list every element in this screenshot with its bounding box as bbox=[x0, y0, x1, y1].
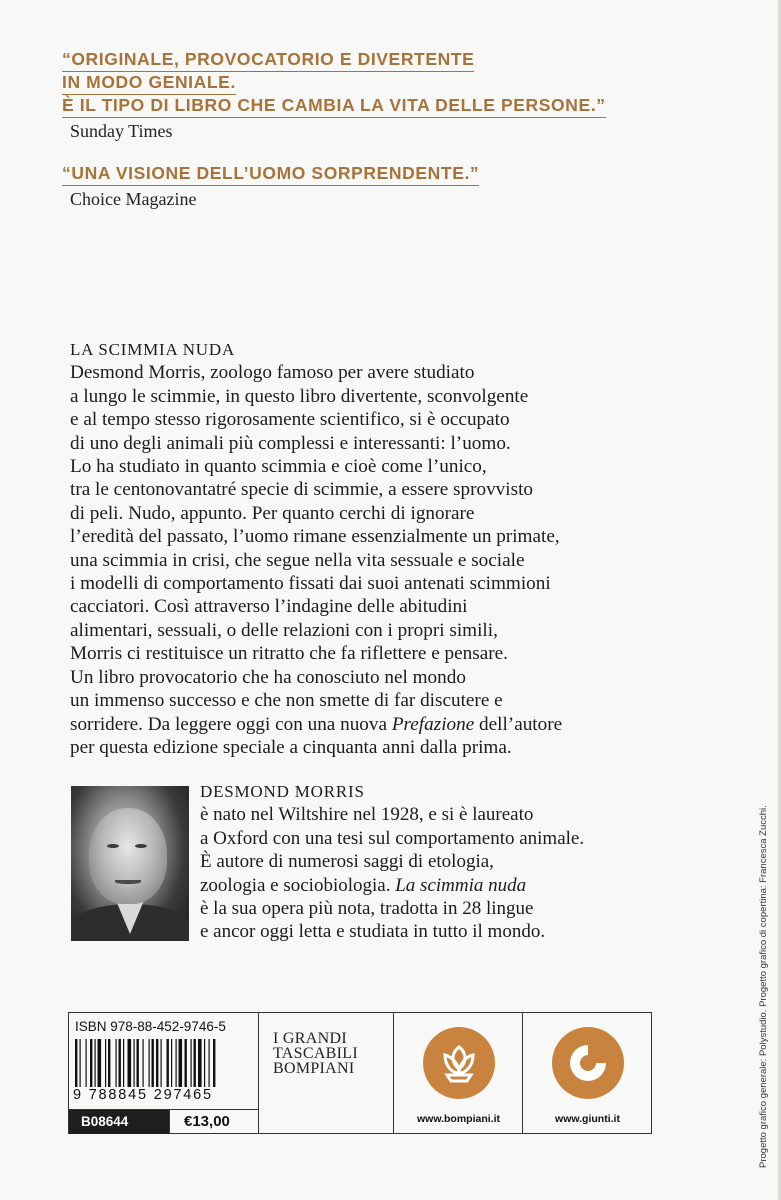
quote-line: IN MODO GENIALE. bbox=[62, 71, 236, 95]
description-line: un immenso successo e che non smette di far discutere e bbox=[70, 690, 503, 712]
description-text: sorridere. Da leggere oggi con una nuova bbox=[70, 713, 392, 735]
bio-line: È autore di numerosi saggi di etologia, bbox=[200, 851, 494, 873]
ean-number: 9 788845 297465 bbox=[73, 1087, 213, 1103]
description-line: l’eredità del passato, l’uomo rimane essenzialmente un primate, bbox=[70, 526, 560, 548]
description-line: i modelli di comportamento fissati dai suoi antenati scimmioni bbox=[70, 573, 551, 595]
quote-source: Choice Magazine bbox=[70, 189, 197, 209]
author-photo bbox=[71, 786, 189, 941]
barcode-cell bbox=[69, 1013, 259, 1133]
series-cell bbox=[259, 1013, 394, 1133]
series-line: I GRANDI bbox=[273, 1030, 347, 1047]
description-line: Morris ci restituisce un ritratto che fa riflettere e pensare. bbox=[70, 643, 508, 665]
description-line: alimentari, sessuali, o delle relazioni con i propri simili, bbox=[70, 619, 498, 641]
author-bio bbox=[200, 780, 700, 944]
quote-line: “ORIGINALE, PROVOCATORIO E DIVERTENTE bbox=[62, 48, 474, 72]
description-line: e al tempo stesso rigorosamente scientifico, si è occupato bbox=[70, 409, 510, 431]
price: €13,00 bbox=[169, 1110, 259, 1134]
quote-line: “UNA VISIONE DELL’UOMO SORPRENDENTE.” bbox=[62, 162, 479, 186]
book-title-heading: LA SCIMMIA NUDA bbox=[70, 340, 236, 359]
description-line: Lo ha studiato in quanto scimmia e cioè come l’unico, bbox=[70, 456, 487, 478]
bio-line: è la sua opera più nota, tradotta in 28 lingue bbox=[200, 898, 534, 920]
description-italic: Prefazione bbox=[391, 713, 475, 735]
quote-sunday-times bbox=[62, 48, 606, 142]
giunti-site: www.giunti.it bbox=[555, 1113, 620, 1125]
bompiani-flower-icon bbox=[423, 1027, 495, 1099]
description-line: di peli. Nudo, appunto. Per quanto cerchi di ignorare bbox=[70, 502, 475, 524]
series-line: TASCABILI bbox=[273, 1045, 358, 1062]
quote-line: È IL TIPO DI LIBRO CHE CAMBIA LA VITA DELLE PERSONE.” bbox=[62, 94, 606, 118]
author-name: DESMOND MORRIS bbox=[200, 782, 365, 801]
bio-text: zoologia e sociobiologia. bbox=[200, 874, 396, 896]
isbn-text: ISBN 978-88-452-9746-5 bbox=[75, 1019, 226, 1034]
giunti-cell bbox=[523, 1013, 652, 1133]
bio-line: a Oxford con una tesi sul comportamento animale. bbox=[200, 827, 585, 849]
bio-line bbox=[200, 874, 700, 897]
code-price-strip bbox=[69, 1109, 259, 1134]
description-line: Desmond Morris, zoologo famoso per avere studiato bbox=[70, 362, 475, 384]
quote-source: Sunday Times bbox=[70, 121, 173, 141]
description-line: cacciatori. Così attraverso l’indagine delle abitudini bbox=[70, 596, 468, 618]
bio-line: e ancor oggi letta e studiata in tutto il mondo. bbox=[200, 921, 546, 943]
product-code: B08644 bbox=[69, 1110, 169, 1134]
description-line: tra le centonovantatré specie di scimmie, a essere sprovvisto bbox=[70, 479, 534, 501]
book-description bbox=[70, 338, 670, 759]
description-line: una scimmia in crisi, che segue nella vita sessuale e sociale bbox=[70, 549, 525, 571]
publisher-info-box bbox=[68, 1012, 652, 1134]
bompiani-site: www.bompiani.it bbox=[416, 1113, 501, 1125]
description-text: dell’autore bbox=[474, 713, 563, 735]
design-credit: Progetto grafico generale: Polystudio. Progetto grafico di copertina: Francesca Zucchi. bbox=[758, 805, 769, 1168]
bio-line: è nato nel Wiltshire nel 1928, e si è laureato bbox=[200, 804, 534, 826]
description-line bbox=[70, 713, 670, 736]
bompiani-cell bbox=[394, 1013, 523, 1133]
quote-choice-magazine bbox=[62, 162, 479, 210]
description-line: per questa edizione speciale a cinquanta anni dalla prima. bbox=[70, 736, 512, 758]
series-name bbox=[273, 1031, 358, 1076]
barcode-icon bbox=[75, 1039, 255, 1087]
series-line: BOMPIANI bbox=[273, 1060, 355, 1077]
description-line: di uno degli animali più complessi e interessanti: l’uomo. bbox=[70, 432, 511, 454]
giunti-spiral-icon bbox=[552, 1027, 624, 1099]
bio-italic-title: La scimmia nuda bbox=[395, 874, 527, 896]
description-line: Un libro provocatorio che ha conosciuto nel mondo bbox=[70, 666, 466, 688]
description-line: a lungo le scimmie, in questo libro divertente, sconvolgente bbox=[70, 385, 529, 407]
